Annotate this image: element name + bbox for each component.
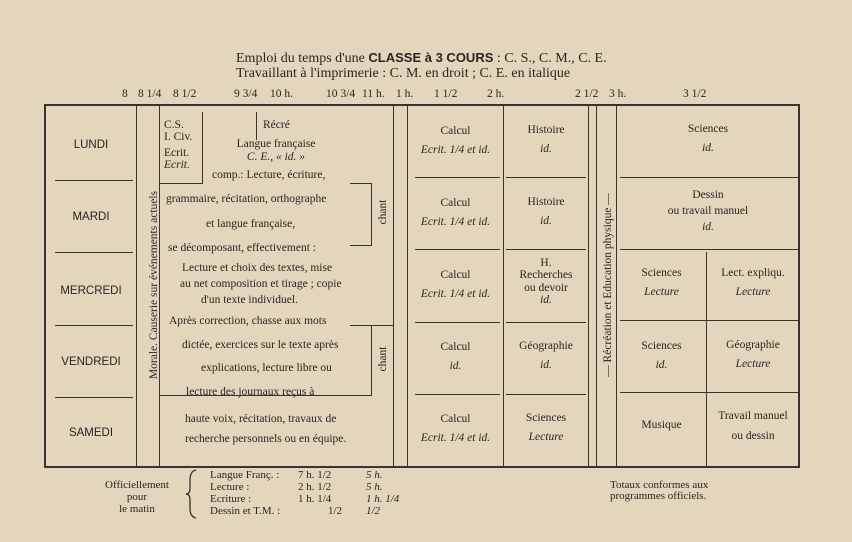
calcul-detail: Ecrit. 1/4 et id.: [420, 288, 491, 300]
time-tick: 9 3/4: [234, 88, 258, 100]
calcul-label: Calcul: [440, 269, 471, 281]
calcul-label: Calcul: [440, 125, 471, 137]
chant-label: chant: [377, 199, 389, 225]
divider: [596, 105, 597, 467]
divider: [393, 105, 394, 467]
title-suffix: : C. S., C. M., C. E.: [496, 51, 607, 66]
footer-row-official: 2 h. 1/2: [298, 481, 332, 493]
histoire-label: Histoire: [527, 124, 565, 136]
divider: [350, 245, 372, 246]
french-line: grammaire, récitation, orthographe: [166, 193, 327, 205]
footer-row-label: Ecriture :: [210, 493, 252, 505]
recreation-label: — Récréation et Education physique —: [602, 193, 614, 377]
divider: [350, 183, 372, 184]
divider: [620, 320, 798, 321]
french-line: haute voix, récitation, travaux de: [185, 413, 337, 425]
divider: [506, 177, 586, 178]
footer-officiellement: Officiellement: [105, 479, 169, 491]
footer-row-actual: 5 h.: [366, 469, 383, 481]
french-line: dictée, exercices sur le texte après: [182, 339, 339, 351]
divider: [620, 392, 798, 393]
day-label: VENDREDI: [61, 356, 121, 368]
h-label: H.: [540, 257, 552, 269]
time-tick: 8: [122, 88, 128, 100]
footer-row-label: Langue Franç. :: [210, 469, 280, 481]
time-tick: 1 1/2: [434, 88, 458, 100]
calcul-detail: Ecrit. 1/4 et id.: [420, 432, 491, 444]
ou-dessin-label: ou dessin: [731, 430, 775, 442]
page-subtitle: Travaillant à l'imprimerie : C. M. en droit ; C. E. en italique: [236, 66, 571, 81]
divider: [506, 322, 586, 323]
french-line: Après correction, chasse aux mots: [169, 315, 327, 327]
id-label: id.: [702, 221, 714, 233]
travail-manuel-label: ou travail manuel: [667, 205, 749, 217]
footer-pour: pour: [126, 491, 148, 503]
divider: [506, 394, 586, 395]
sciences-label: Sciences: [641, 267, 682, 279]
travail-manuel-label: Travail manuel: [718, 410, 788, 422]
lect-expliq-label: Lect. expliqu.: [721, 267, 785, 279]
lecture-label: Lecture: [735, 286, 771, 298]
geographie-label: Géographie: [726, 339, 780, 351]
recre-label: Récré: [263, 119, 290, 131]
divider: [415, 322, 500, 323]
lecture-label: Lecture: [644, 286, 679, 298]
french-line: et langue française,: [206, 218, 296, 230]
french-line: lecture des journaux reçus à: [186, 386, 315, 398]
footer-row-official: 7 h. 1/2: [298, 469, 332, 481]
id-label: id.: [540, 215, 552, 227]
calcul-label: Calcul: [440, 413, 471, 425]
calcul-label: Calcul: [440, 341, 471, 353]
langue-label: Langue française: [236, 138, 316, 150]
footer-row-label: Lecture :: [210, 481, 250, 493]
sciences-label: Sciences: [687, 123, 729, 135]
divider: [136, 105, 137, 467]
id-label: id.: [540, 143, 552, 155]
french-line: Lecture et choix des textes, mise: [182, 262, 333, 274]
day-label: LUNDI: [73, 139, 109, 151]
calcul-label: Calcul: [440, 197, 471, 209]
id-label: id.: [655, 359, 668, 371]
divider: [55, 180, 133, 181]
civ-label: I. Civ.: [164, 131, 193, 143]
dessin-label: Dessin: [692, 189, 724, 201]
footer-row-actual: 1 h. 1/4: [366, 493, 400, 505]
french-line: recherche personnels ou en équipe.: [185, 433, 347, 445]
calcul-detail: id.: [449, 360, 462, 372]
footer-row-actual: 1/2: [366, 505, 381, 517]
divider: [55, 252, 133, 253]
divider: [620, 249, 798, 250]
chant-label: chant: [377, 346, 389, 372]
ecrit-italic-label: Ecrit.: [164, 159, 190, 171]
divider: [506, 249, 586, 250]
divider: [620, 177, 798, 178]
divider: [350, 325, 393, 326]
divider: [160, 183, 203, 184]
title-prefix: Emploi du temps d'une: [236, 51, 365, 66]
title-bold: CLASSE à 3 COURS: [368, 50, 494, 65]
divider: [371, 183, 372, 245]
divider: [371, 325, 372, 395]
day-label: MARDI: [72, 211, 110, 223]
histoire-label: Histoire: [527, 196, 565, 208]
time-tick: 8 1/4: [138, 88, 162, 100]
footer-totaux-1: Totaux conformes aux: [610, 479, 709, 491]
calcul-detail: Ecrit. 1/4 et id.: [420, 216, 491, 228]
lecture-label: Lecture: [528, 431, 564, 443]
time-tick: 1 h.: [396, 88, 414, 100]
divider: [202, 112, 203, 184]
ecrit-label: Ecrit.: [164, 147, 190, 159]
divider: [55, 397, 133, 398]
footer-row-official: 1 h. 1/4: [298, 493, 332, 505]
time-tick: 3 1/2: [683, 88, 707, 100]
time-tick: 10 3/4: [326, 88, 356, 100]
time-tick: 2 h.: [487, 88, 505, 100]
recherches-label: Recherches: [519, 269, 573, 281]
time-tick: 11 h.: [362, 88, 385, 100]
footer-le-matin: le matin: [119, 503, 155, 515]
id-label: id.: [702, 142, 714, 154]
footer-row-label: Dessin et T.M. :: [210, 505, 281, 517]
time-tick: 3 h.: [609, 88, 627, 100]
time-tick: 8 1/2: [173, 88, 197, 100]
ou-devoir-label: ou devoir: [524, 282, 568, 294]
footer-row-official: 1/2: [328, 505, 343, 517]
divider: [588, 105, 589, 467]
page-title: [236, 50, 607, 67]
calcul-detail: Ecrit. 1/4 et id.: [420, 144, 491, 156]
french-line: explications, lecture libre ou: [201, 362, 332, 374]
divider: [415, 394, 500, 395]
french-line: se décomposant, effectivement :: [168, 242, 316, 254]
sciences-label: Sciences: [525, 412, 567, 424]
sciences-label: Sciences: [641, 340, 682, 352]
id-label: id.: [540, 359, 552, 371]
french-line: au net composition et tirage ; copie: [180, 278, 342, 290]
cs-label: C.S.: [164, 119, 184, 131]
french-line: d'un texte individuel.: [201, 294, 298, 306]
time-tick: 10 h.: [270, 88, 293, 100]
french-line: comp.: Lecture, écriture,: [212, 169, 326, 181]
geographie-label: Géographie: [519, 340, 573, 352]
divider: [415, 177, 500, 178]
divider: [55, 325, 133, 326]
footer-row-actual: 5 h.: [366, 481, 383, 493]
day-label: MERCREDI: [60, 285, 122, 297]
footer-totaux-2: programmes officiels.: [610, 490, 707, 502]
time-tick: 2 1/2: [575, 88, 599, 100]
lecture-label: Lecture: [735, 358, 771, 370]
divider: [415, 249, 500, 250]
musique-label: Musique: [641, 419, 682, 431]
brace-icon: [184, 468, 202, 520]
langue-ce-label: C. E., « id. »: [246, 151, 306, 163]
day-label: SAMEDI: [68, 427, 114, 439]
id-label: id.: [540, 294, 552, 306]
morale-label: Morale. Causerie sur événements actuels: [148, 190, 160, 380]
